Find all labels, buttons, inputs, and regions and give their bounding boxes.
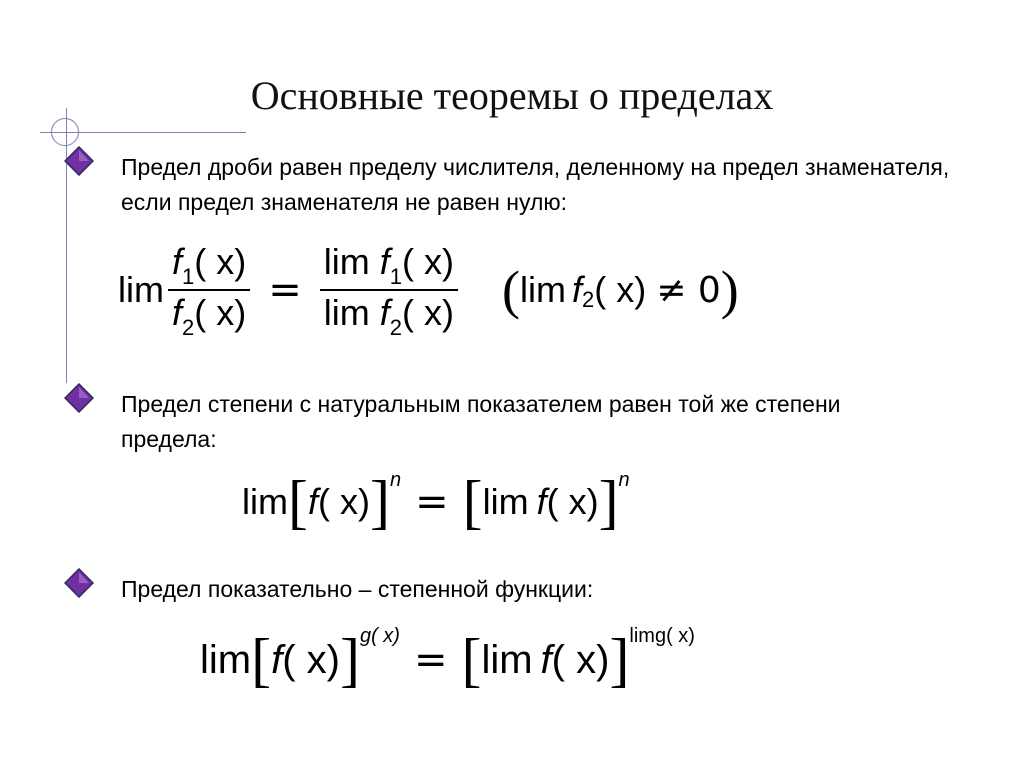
bullet-text-exponential: Предел показательно – степенной функции: bbox=[121, 576, 594, 602]
formula-lim: lim bbox=[118, 269, 164, 310]
bullet-text-power: Предел степени с натуральным показателем равен той же степени предела: bbox=[121, 391, 841, 452]
decor-circle bbox=[51, 118, 79, 146]
fraction-right: $\frac{\lim f_1( x)}{\lim f_2( x)}$ bbox=[320, 240, 458, 340]
diamond-bullet-icon bbox=[64, 146, 94, 176]
slide-title: Основные теоремы о пределах bbox=[250, 73, 774, 118]
fraction-left: $\frac{f_1( x)}{f_2( x)}$ bbox=[168, 240, 250, 340]
formula-power-limit: lim [ f ( x) ] n = [ lim f ( x) ] n bbox=[242, 468, 630, 535]
bullet-text-fraction: Предел дроби равен пределу числителя, деленному на предел знаменателя, если предел знаменателя не равен нулю: bbox=[121, 154, 950, 215]
formula-condition: ( lim f 2 ( x) ≠ 0 ) bbox=[502, 260, 739, 320]
diamond-bullet-icon bbox=[64, 568, 94, 598]
formula-fraction-limit bbox=[118, 240, 739, 340]
diamond-bullet-icon bbox=[64, 383, 94, 413]
formula-exponential-limit: lim [ f ( x) ] g( x) = [ lim f ( x) ] limg( x) bbox=[200, 624, 695, 693]
equals-sign: = bbox=[268, 267, 302, 313]
